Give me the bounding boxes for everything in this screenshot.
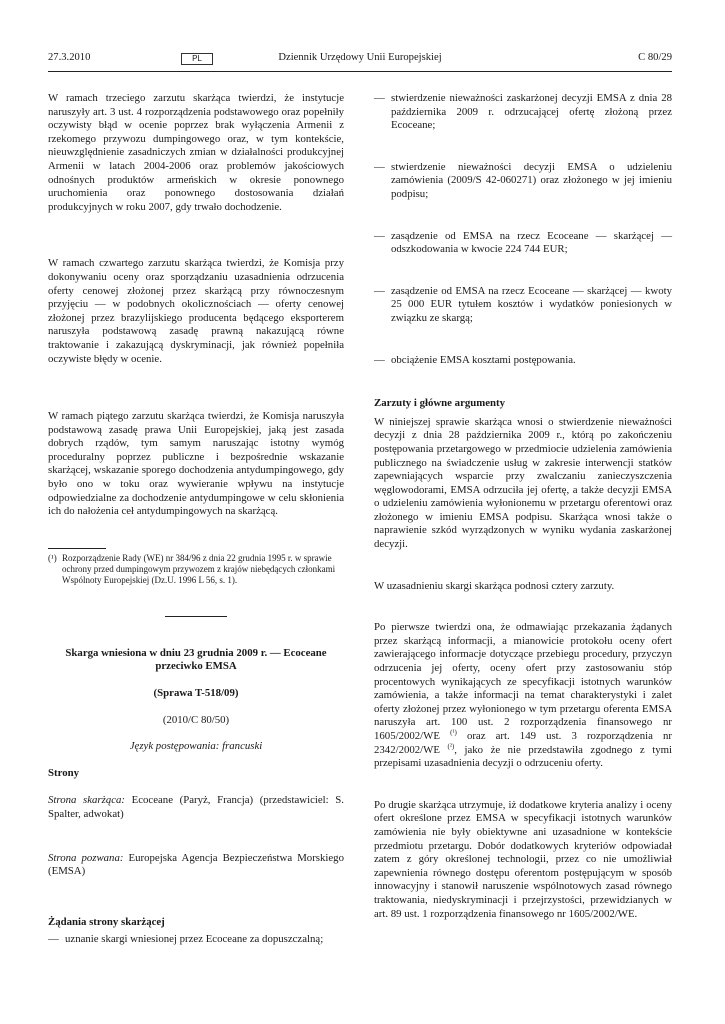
claim-text: zasądzenie od EMSA na rzecz Ecoceane — skarżącej — odszkodowania w kwocie 224 744 EUR; [391, 229, 672, 256]
pleas-paragraph-3-part-a: Po pierwsze twierdzi ona, że odmawiając przekazania żądanych przez skarżącą informacji, a mianowicie protokołu oceny ofert zawierającego informacje dotyczące przebiegu procedury, przyczyn odrzucenia jej oferty, oceny ofert przy zastosowaniu stóp procentowych wynikających ze specyfikacji istotnych warunków zamówienia, a także informacji na temat charakterystyki i zalet oferty złożonej przez wyłonionego w tym przetargu oferenta EMSA naruszyła art. 100 ust. 2 rozporządzenia finansowego nr 1605/2002/WE [374, 621, 672, 742]
case-title: Skarga wniesiona w dniu 23 grudnia 2009 r. — Ecoceane przeciwko EMSA [65, 646, 327, 673]
claim-text: stwierdzenie nieważności decyzji EMSA o udzieleniu zamówienia (2009/S 42-060271) oraz złożonego w jej imieniu podpisu; [391, 160, 672, 200]
applicant-value: Ecoceane (Paryż, Francja) (przedstawiciel: S. Spalter, adwokat) [48, 794, 344, 820]
pleas-paragraph-3-part-c: , jako że nie przedstawiła zgodnego z tymi przepisami uzasadnienia decyzji o odrzuceniu oferty. [374, 743, 672, 770]
dash-mark: — [374, 92, 385, 104]
footnote-ref-1: (¹) [450, 728, 457, 737]
publication-date: 27.3.2010 [48, 52, 91, 63]
dash-mark: — [374, 160, 385, 173]
claim-item [374, 285, 672, 326]
paragraph-fifth-plea: W ramach piątego zarzutu skarżąca twierdzi, że Komisja naruszyła podstawową zasadę prawa Unii Europejskiej, jaką jest zasada dobrych rządów, tym samym naruszając istotny wymóg proceduralny poprzez publiczne i bezpośrednie wskazanie skarżącej, wskazanie sporego dochodzenia antydumpingowego, gdy było ono w toku oraz wywieranie wpływu na instytucje odpowiedzialne za dochodzenie antydumpingowe w celu skłonienia ich do nałożenia ceł antydumpingowych na skarżącą. [48, 410, 344, 518]
defendant-label: Strona pozwana: [48, 851, 124, 864]
claim-text: obciążenie EMSA kosztami postępowania. [391, 353, 576, 366]
parties-heading: Strony [48, 766, 79, 779]
page-reference: C 80/29 [638, 52, 672, 63]
claim-text: uznanie skargi wniesionej przez Ecoceane za dopuszczalną; [65, 933, 324, 946]
defendant-value: Europejska Agencja Bezpieczeństwa Morskiego (EMSA) [48, 851, 344, 878]
applicant-line [48, 794, 344, 821]
dash-mark: — [374, 284, 385, 297]
right-column [374, 92, 672, 921]
claim-item [374, 92, 672, 133]
language-badge: PL [181, 53, 213, 65]
footnote-text: Rozporządzenie Rady (WE) nr 384/96 z dnia 22 grudnia 1995 r. w sprawie ochrony przed dumpingowym przywozem z krajów niebędących członkami Wspólnoty Europejskiej (Dz.U. 1996 L 56, s. 1). [62, 552, 336, 585]
claims-heading: Żądania strony skarżącej [48, 915, 165, 928]
footnote [48, 553, 344, 586]
dash-mark: — [374, 229, 385, 242]
claim-item [48, 933, 344, 947]
pleas-paragraph-3 [374, 621, 672, 771]
pleas-paragraph-2: W uzasadnieniu skargi skarżąca podnosi cztery zarzuty. [374, 579, 615, 592]
case-number: (Sprawa T-518/09) [153, 687, 239, 700]
dash-mark: — [374, 353, 385, 366]
claim-item [374, 354, 672, 368]
pleas-paragraph-4: Po drugie skarżąca utrzymuje, iż dodatkowe kryteria analizy i oceny ofert określone przez EMSA w specyfikacji istotnych warunków zamówienia nie były obiektywne ani uzasadnione w kontekście przedmiotu przetargu. Dobór dodatkowych kryteriów odpowiadał zatem z góry określonej technologii, przez co nie umożliwiał zapewnienia równego dostępu oferentom postępującym w sposób innowacyjny i stanowił naruszenie wspólnotowych zasad równego traktowania, niedyskryminacji i przejrzystości, przewidzianych w art. 89 ust. 1 rozporządzenia finansowego nr 1605/2002/WE. [374, 798, 672, 920]
pleas-heading: Zarzuty i główne argumenty [374, 397, 506, 410]
applicant-label: Strona skarżąca: [48, 794, 126, 807]
left-column [48, 92, 344, 947]
header-rule [48, 71, 672, 72]
procedure-language: Język postępowania: francuski [129, 740, 263, 753]
pleas-paragraph-3-part-b: oraz art. 149 ust. 3 rozporządzenia nr 2342/2002/WE [374, 730, 672, 756]
claim-item [374, 161, 672, 202]
dash-mark: — [48, 933, 59, 946]
paragraph-fourth-plea: W ramach czwartego zarzutu skarżąca twierdzi, że Komisja przy dokonywaniu oceny oraz sporządzaniu uzasadnienia odrzucenia oferty cenowej złożonej przez skarżącą przy równoczesnym przyjęciu — w podobnych okolicznościach — oferty cenowej złożonej przez brazylijskiego producenta będącego eksporterem naruszyła podstawową zasadę prawną nakazującą równe traktowanie i zakazującą dyskryminacji, jak również popełniła oczywiste błędy w ocenie. [48, 257, 344, 365]
paragraph-third-plea: W ramach trzeciego zarzutu skarżąca twierdzi, że instytucje naruszyły art. 3 ust. 4 rozporządzenia podstawowego oraz popełniły oczywisty błąd w ocenie poprzez brak wyłączenia Armenii z rzekomego przywozu dumpingowego oraz, w tym kontekście, nieuwzględnienie zasadniczych zmian w działalności produkcyjnej Armenii w latach 2004-2006 oraz problemów jakościowych odnośnych produktów armeńskich w okresie ponownego uruchomienia oraz ponownego dostosowania działań produkcyjnych w roku 2007, gdy trwało dochodzenie. [48, 92, 344, 213]
defendant-line [48, 852, 344, 879]
page-header [48, 52, 672, 68]
claim-item [374, 230, 672, 257]
pleas-paragraph-1: W niniejszej sprawie skarżąca wnosi o stwierdzenie nieważności decyzji z dnia 28 października 2009 r., którą po zakończeniu postępowania przetargowego w przedmiocie udzielenia zamówienia publicznego na świadczenie usług w zakresie interwencji statków zapewniających wsparcie przy zwalczaniu zanieczyszczenia węglowodorami, EMSA odrzuciła jej ofertę, a także decyzji EMSA o udzieleniu zamówienia wyłonionemu w przetargu oferentowi oraz złożonego w imieniu EMSA podpisu. Skarżąca wnosi także o naprawienie szkód wyrządzonych w wyniku wydania zaskarżonej decyzji. [374, 415, 672, 551]
journal-title: Dziennik Urzędowy Unii Europejskiej [278, 52, 442, 63]
footnote-mark: (¹) [48, 552, 57, 563]
claim-text: zasądzenie od EMSA na rzecz Ecoceane — skarżącej — kwoty 25 000 EUR tytułem kosztów i wydatków poniesionych w związku ze skargą; [391, 284, 672, 324]
claim-text: stwierdzenie nieważności zaskarżonej decyzji EMSA z dnia 28 października 2009 r. odrzucającej ofertę złożoną przez Ecoceane; [391, 92, 672, 132]
footnote-ref-2: (²) [447, 742, 455, 750]
case-reference: (2010/C 80/50) [162, 713, 230, 726]
